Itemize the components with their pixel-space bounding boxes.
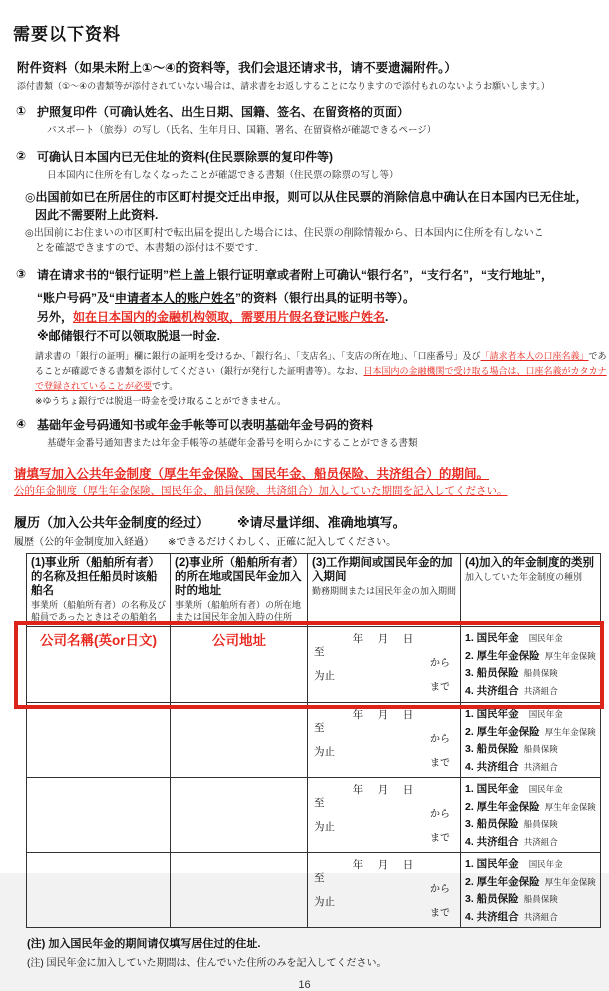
- company-address-cell: [171, 627, 308, 703]
- employer-name-blank-cell: [27, 703, 171, 778]
- history-table-wrap: [26, 553, 600, 928]
- period-cell: 年 月 日 至 から 为止 まで: [308, 853, 461, 928]
- header-cell-employer-address: (2)事业所（船舶所有者）的所在地或国民年金加入时的地址 事業所（船舶所有者）の所在地または国民年金加入時の住所: [171, 554, 308, 627]
- table-row: [27, 853, 601, 928]
- header-cell-period: (3)工作期间或国民年金的加入期间 勤務期間または国民年金の加入期間: [308, 554, 461, 627]
- item-4-number: ④: [16, 417, 27, 431]
- attachment-item-2: [16, 149, 609, 183]
- item-1-sub-jp: パスポート（旅券）の写し（氏名、生年月日、国籍、署名、在留資格が確認できるページ）: [47, 125, 437, 136]
- account-name-underline: 申请者本人的账户姓名: [115, 291, 236, 305]
- company-address-annotation: 公司地址: [212, 633, 266, 648]
- history-heading-cn-note: ※请尽量详细、准确地填写。: [237, 515, 406, 530]
- item-3-jp-line4: ※ゆうちょ銀行では脱退一時金を受け取ることができません。: [35, 396, 287, 406]
- item-2-note-cn-line1: ◎出国前如已在所居住的市区町村提交迁出申报，则可以从住民票的消除信息中确认在日本国内已无住址，: [25, 190, 588, 204]
- attachment-item-1: [16, 104, 609, 138]
- employer-address-blank-cell: [171, 778, 308, 853]
- item-2-sub-jp: 日本国内に住所を有しなくなったことが確認できる書類（住民票の除票の写し等）: [47, 170, 399, 181]
- period-cell: 年 月 日 至 から 为止 まで: [308, 778, 461, 853]
- item-2-number: ②: [16, 149, 27, 163]
- pension-type-cell: 1. 国民年金 国民年金 2. 厚生年金保险 厚生年金保険 3. 船员保险 船員保険 4. 共济组合 共済組合: [461, 853, 601, 928]
- pension-period-notice: [14, 464, 609, 498]
- item-3-line4: ※邮储银行不可以领取脱退一时金.: [37, 329, 221, 343]
- header-cell-pension-type: (4)加入的年金制度的类别 加入していた年金制度の種別: [461, 554, 601, 627]
- pension-type-cell: 1. 国民年金 国民年金 2. 厚生年金保险 厚生年金保険 3. 船员保险 船員保険 4. 共济组合 共済組合: [461, 703, 601, 778]
- attachments-heading-cn: 附件资料（如果未附上①～④的资料等，我们会退还请求书，请不要遗漏附件。）: [17, 61, 457, 75]
- pension-type-cell: 1. 国民年金 国民年金 2. 厚生年金保险 厚生年金保険 3. 船员保险 船員保険 4. 共济组合 共済組合: [461, 627, 601, 703]
- pension-type-cell: 1. 国民年金 国民年金 2. 厚生年金保险 厚生年金保険 3. 船员保险 船員保険 4. 共济组合 共済組合: [461, 778, 601, 853]
- header-row: [27, 554, 601, 627]
- employer-address-blank-cell: [171, 853, 308, 928]
- period-cell: 年 月 日 至 から 为止 まで: [308, 627, 461, 703]
- item-3-jp-line2: ることが確認できる書類を添付してください（銀行が発行した証明書等）。なお、日本国内の金融機関で受け取る場合は、口座名義がカタカナ: [35, 366, 607, 376]
- item-4-sub-jp: 基礎年金番号通知書または年金手帳等の基礎年金番号を明らかにすることができる書類: [47, 438, 418, 449]
- item-3-line3: 另外，如在日本国内的金融机构领取，需要用片假名登记账户姓名.: [37, 310, 389, 324]
- item-1-number: ①: [16, 104, 27, 118]
- item-2-title: 可确认日本国内已无住址的资料(住民票除票的复印件等): [37, 150, 333, 164]
- employer-name-blank-cell: [27, 853, 171, 928]
- period-cell: 年 月 日 至 から 为止 まで: [308, 703, 461, 778]
- company-name-cell: [27, 627, 171, 703]
- history-heading-jp: 履歴（公的年金制度加入経過） ※できるだけくわしく、正確に記入してください。: [14, 537, 397, 548]
- table-row: [27, 778, 601, 853]
- footnote-jp: (注) 国民年金に加入していた期間は、住んでいた住所のみを記入してください。: [27, 958, 387, 969]
- employer-address-blank-cell: [171, 703, 308, 778]
- table-row: [27, 703, 601, 778]
- item-3-jp-line1: 請求書の「銀行の証明」欄に銀行の証明を受けるか、「銀行名」、「支店名」、「支店の所在地」、「口座番号」及び「請求者本人の口座名義」であ: [35, 351, 607, 361]
- history-heading-cn: 履历（加入公共年金制度的经过） ※请尽量详细、准确地填写。: [14, 515, 406, 530]
- table-row-highlighted: [27, 627, 601, 703]
- katakana-warning-cn: 如在日本国内的金融机构领取，需要用片假名登记账户姓名: [73, 310, 386, 324]
- item-3-jp-line3: で登録されていることが必要です。: [35, 381, 179, 391]
- item-3-number: ③: [16, 267, 27, 281]
- employer-name-blank-cell: [27, 778, 171, 853]
- pension-notice-cn: 请填写加入公共年金制度（厚生年金保险、国民年金、船员保险、共济组合）的期间。: [14, 467, 490, 481]
- page-title: 需要以下资料: [13, 25, 121, 44]
- company-name-annotation: 公司名稱(英or日文): [40, 633, 157, 648]
- item-3-jp-block: [35, 349, 609, 409]
- item-2-note-cn-line2: 因此不需要附上此资料.: [35, 208, 159, 222]
- footnote-cn: (注) 加入国民年金的期间请仅填写居住过的住址.: [27, 938, 261, 950]
- page-number: 16: [298, 979, 311, 991]
- attachments-heading-jp: 添付書類（①～④の書類等が添付されていない場合は、請求書をお返しすることになりますので添付もれのないようお願いします。）: [17, 81, 550, 91]
- pension-notice-jp: 公的年金制度（厚生年金保険、国民年金、船員保険、共済組合）加入していた期間を記入してください。: [14, 485, 508, 497]
- history-table: [26, 553, 601, 928]
- attachment-item-3: [16, 267, 609, 409]
- item-3-line2: “账户号码”及“申请者本人的账户姓名”的资料（银行出具的证明书等）。: [37, 291, 416, 305]
- header-cell-employer-name: (1)事业所（船舶所有者）的名称及担任船员时该船舶名 事業所（船舶所有者）の名称及び船員であったときはその船舶名: [27, 554, 171, 627]
- item-4-title: 基础年金号码通知书或年金手帐等可以表明基础年金号码的资料: [37, 418, 374, 432]
- item-2-note-jp-line2: とを確認できますので、本書類の添付は不要です.: [35, 243, 258, 254]
- history-heading-jp-note: ※できるだけくわしく、正確に記入してください。: [168, 537, 397, 548]
- item-1-title: 护照复印件（可确认姓名、出生日期、国籍、签名、在留资格的页面）: [37, 105, 410, 119]
- item-3-line1: 请在请求书的“银行证明”栏上盖上银行证明章或者附上可确认“银行名”，“支行名”，“支行地址”，: [37, 268, 554, 282]
- attachment-item-4: [16, 417, 609, 451]
- item-2-note-jp-line1: ◎出国前にお住まいの市区町村で転出届を提出した場合には、住民票の削除情報から、日本国内に住所を有しないこ: [25, 228, 544, 239]
